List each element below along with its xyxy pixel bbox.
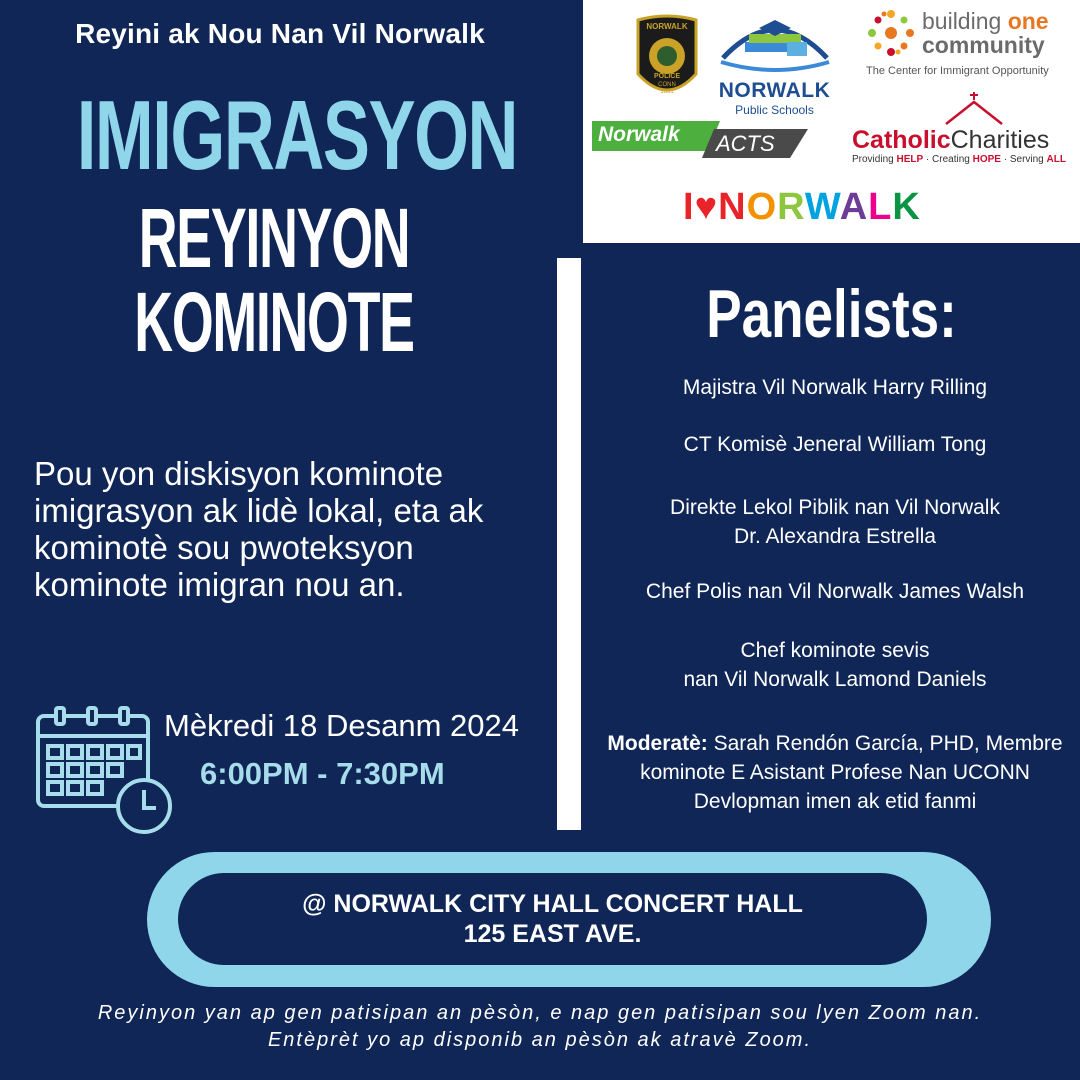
ilove-letter: W (804, 186, 840, 228)
moderator-text: Sarah Rendón García, PHD, Membre kominote E Asistant Profese Nan UCONN Devlopman imen ak etid fanmi (640, 732, 1063, 813)
footer-line-2: Entèprèt yo ap disponib an pèsòn ak atravè Zoom. (267, 1029, 813, 1051)
event-date: Mèkredi 18 Desanm 2024 (164, 708, 519, 743)
norwalk-acts-logo (592, 121, 810, 166)
i-love-norwalk-logo (683, 186, 921, 229)
ilove-letter: L (868, 186, 893, 228)
location-pill (178, 873, 927, 965)
ilove-norwalk-letters (718, 186, 921, 228)
boc-line-2: community (922, 32, 1045, 58)
event-description: Pou yon diskisyon kominote imigrasyon ak lidè lokal, eta ak kominotè sou pwoteksyon kominote imigran nou an. (34, 455, 484, 603)
event-time: 6:00PM - 7:30PM (200, 756, 445, 791)
panelist-4: Chef Polis nan Vil Norwalk James Walsh (645, 580, 1025, 603)
heart-icon: ♥ (694, 186, 719, 228)
panelist-3: Direkte Lekol Piblik nan Vil Norwalk Dr. Alexandra Estrella (670, 496, 1000, 548)
panelist-2: CT Komisè Jeneral William Tong (683, 433, 987, 456)
norwalk-police-badge-logo (634, 14, 700, 107)
ilove-letter: A (839, 186, 869, 228)
ilove-letter: K (892, 186, 921, 228)
panelist-1: Majistra Vil Norwalk Harry Rilling (682, 376, 988, 399)
ilove-i-letter: I (683, 186, 695, 228)
cc-name: CatholicCharities (852, 126, 1050, 154)
location-address: 125 EAST AVE. (463, 920, 642, 948)
organizer-tagline: Reyini ak Nou Nan Vil Norwalk (75, 18, 485, 49)
ilove-letter: N (718, 186, 747, 228)
calendar-clock-icon (34, 704, 176, 841)
boc-line-1: building one (922, 8, 1049, 34)
moderator-label: Moderatè: (607, 732, 708, 755)
title-line-3: KOMINOTE (134, 275, 414, 369)
acts-left-text: Norwalk (598, 123, 680, 146)
police-badge-top: NORWALK (646, 22, 688, 31)
church-icon (944, 90, 1004, 126)
police-badge-year: 1651 (660, 89, 674, 95)
police-badge-bottom: CONN (658, 82, 676, 88)
police-badge-mid: POLICE (653, 73, 681, 80)
nps-subtitle: Public Schools (735, 103, 814, 117)
panelist-5: Chef kominote sevis nan Vil Norwalk Lamond Daniels (683, 639, 987, 691)
norwalk-public-schools-logo (712, 12, 837, 117)
footer-note (0, 1000, 1080, 1054)
sunburst-icon (866, 8, 916, 58)
panelists-heading: Panelists: (706, 276, 957, 352)
title-line-2: REYINYON (138, 191, 410, 285)
cc-subtitle: Providing HELP · Creating HOPE · Serving ALL (852, 154, 1066, 165)
school-books-icon (715, 12, 835, 74)
nps-title: NORWALK (718, 79, 831, 102)
column-divider (557, 258, 581, 830)
title-line-1: IMIGRASYON (76, 80, 518, 190)
boc-subtitle: The Center for Immigrant Opportunity (866, 65, 1049, 77)
location-venue: @ NORWALK CITY HALL CONCERT HALL (302, 890, 803, 918)
ilove-letter: O (746, 186, 778, 228)
acts-right-text: ACTS (716, 131, 775, 156)
footer-line-1: Reyinyon yan ap gen patisipan an pèsòn, e nap gen patisipan sou lyen Zoom nan. (97, 1002, 983, 1024)
ilove-letter: R (777, 186, 805, 228)
moderator-info (600, 729, 1070, 816)
